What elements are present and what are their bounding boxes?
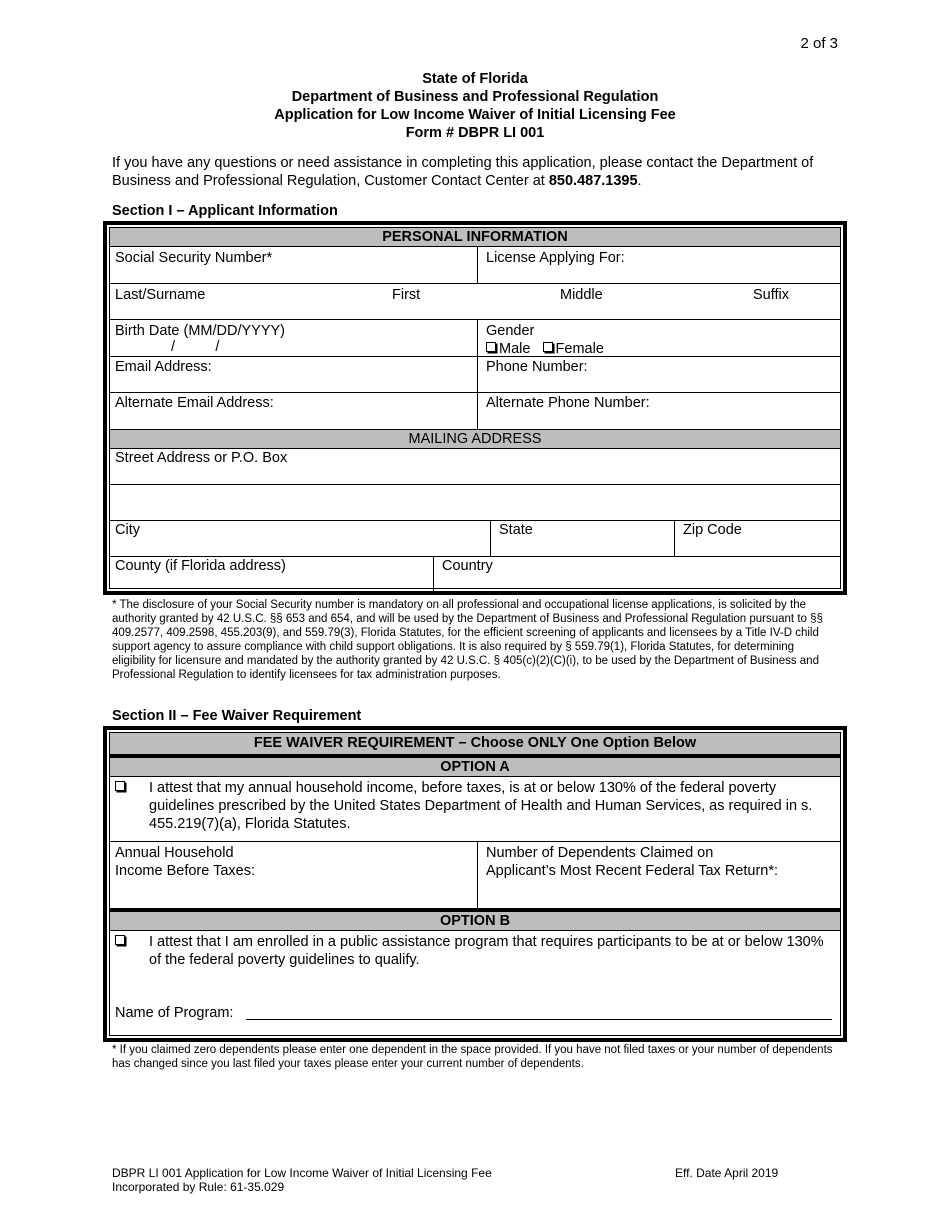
fee-waiver-band: FEE WAIVER REQUIREMENT – Choose ONLY One Option Below: [110, 733, 840, 755]
male-label: Male: [499, 341, 531, 357]
dependents-label-line1: Number of Dependents Claimed on: [486, 845, 714, 861]
form-header: [0, 70, 950, 142]
option-b-statement: I attest that I am enrolled in a public assistance program that requires participants to be at or below 130% of the federal poverty guidelines to qualify.: [149, 934, 824, 968]
alternate-phone-label: Alternate Phone Number:: [486, 395, 650, 411]
mailing-address-band: MAILING ADDRESS: [110, 429, 840, 449]
program-name-label: Name of Program:: [115, 1005, 234, 1021]
page-number: 2 of 3: [800, 35, 838, 52]
email-label: Email Address:: [115, 359, 212, 375]
last-name-label: Last/Surname: [115, 287, 206, 303]
gender-label: Gender: [486, 323, 535, 339]
applicant-information-table: [103, 221, 847, 595]
footer-form-name: DBPR LI 001 Application for Low Income Waiver of Initial Licensing Fee: [112, 1166, 492, 1180]
footer-effective-date: Eff. Date April 2019: [675, 1166, 779, 1180]
ssn-label: Social Security Number*: [115, 250, 273, 266]
footer-left: [112, 1166, 492, 1194]
option-a-checkbox[interactable]: [115, 779, 128, 797]
intro-text: If you have any questions or need assistance in completing this application, please contact the Department of Business and Professional Regulation, Customer Contact Center at: [112, 155, 814, 189]
personal-information-band: PERSONAL INFORMATION: [110, 228, 840, 247]
intro-text-end: .: [637, 173, 642, 189]
section-2-title: Section II – Fee Waiver Requirement: [112, 708, 362, 724]
household-income-label: [115, 844, 255, 880]
contact-phone: 850.487.1395: [548, 173, 638, 189]
county-label: County (if Florida address): [115, 558, 286, 574]
first-name-label: First: [392, 287, 421, 303]
male-checkbox[interactable]: [486, 342, 496, 352]
header-form-number: Form # DBPR LI 001: [405, 125, 545, 141]
household-income-label-line2: Income Before Taxes:: [115, 863, 255, 879]
header-state: State of Florida: [422, 71, 528, 87]
option-a-statement: I attest that my annual household income, before taxes, is at or below 130% of the federal poverty guidelines prescribed by the United States Department of Health and Human Services, as required in s. 455.219(7)(a), Florida Statutes.: [149, 780, 813, 832]
dependents-label: [486, 844, 778, 880]
zip-code-label: Zip Code: [683, 522, 742, 538]
country-label: Country: [442, 558, 493, 574]
female-checkbox[interactable]: [543, 342, 553, 352]
license-applying-label: License Applying For:: [486, 250, 625, 266]
phone-label: Phone Number:: [486, 359, 588, 375]
footer-rule: Incorporated by Rule: 61-35.029: [112, 1180, 285, 1194]
header-department: Department of Business and Professional Regulation: [291, 89, 659, 105]
fee-waiver-table: [103, 726, 847, 1042]
option-b-checkbox[interactable]: [115, 933, 128, 951]
program-name-input-line[interactable]: [246, 1019, 832, 1020]
dependents-label-line2: Applicant’s Most Recent Federal Tax Return*:: [486, 863, 779, 879]
ssn-disclosure-note: * The disclosure of your Social Security number is mandatory on all professional and occupational license applications, is solicited by the authority granted by 42 U.S.C. §§ 653 and 654, and will be used by the Department of Business and Professional Regulation pursuant to §§ 409.2577, 409.2598, 455.203(9), and 559.79(3), Florida Statutes, for the efficient screening of applicants and licensees by a Title IV-D child support agency to assure compliance with child support obligations. It is also required by § 559.79(1), Florida Statutes, for determining eligibility for licensure and mandated by the authority granted by 42 U.S.C. § 405(c)(2)(C)(i), to be used by the Department of Business and Professional Regulation to identify licensees for tax administration purposes.: [112, 599, 823, 681]
city-label: City: [115, 522, 140, 538]
birth-date-label: Birth Date (MM/DD/YYYY): [115, 323, 285, 339]
option-b-title: OPTION B: [110, 912, 840, 931]
alternate-email-label: Alternate Email Address:: [115, 395, 274, 411]
dependents-note: * If you claimed zero dependents please enter one dependent in the space provided. If you have not filed taxes or your number of dependents has changed since you last filed your taxes please enter your current number of dependents.: [112, 1044, 833, 1070]
household-income-label-line1: Annual Household: [115, 845, 234, 861]
birth-date-input[interactable]: / /: [171, 339, 220, 355]
header-application-title: Application for Low Income Waiver of Initial Licensing Fee: [274, 107, 676, 123]
option-a-title: OPTION A: [110, 758, 840, 777]
intro-paragraph: [112, 154, 852, 190]
female-label: Female: [555, 341, 604, 357]
state-label: State: [499, 522, 533, 538]
section-1-title: Section I – Applicant Information: [112, 203, 338, 219]
middle-name-label: Middle: [560, 287, 603, 303]
suffix-label: Suffix: [753, 287, 790, 303]
street-address-label: Street Address or P.O. Box: [115, 450, 288, 466]
